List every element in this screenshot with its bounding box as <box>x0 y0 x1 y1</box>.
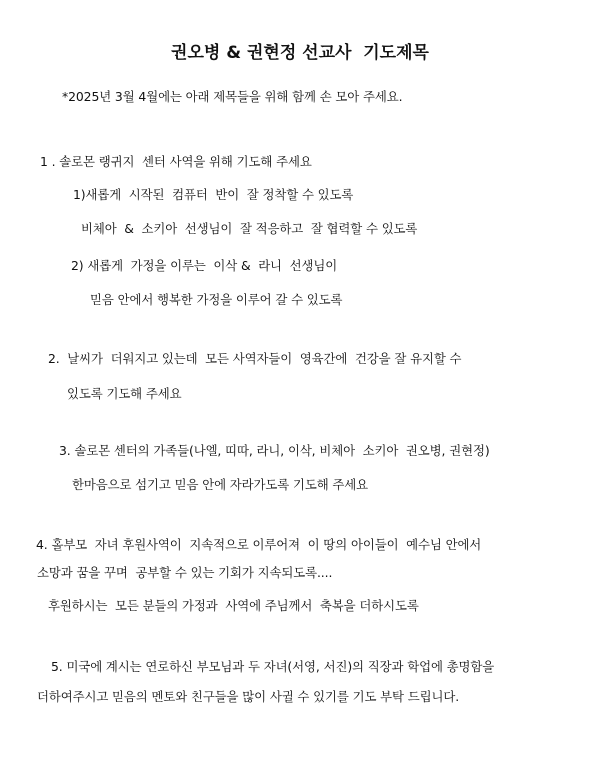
item-5-line-1: 더하여주시고 믿음의 멘토와 친구들을 많이 사귈 수 있기를 기도 부탁 드립니다. <box>37 689 460 704</box>
item-2-line-1: 있도록 기도해 주세요 <box>67 386 182 401</box>
item-1-line-2: 비체아 & 소키아 선생님이 잘 적응하고 잘 협력할 수 있도록 <box>81 221 418 236</box>
item-2-heading: 2. 날씨가 더워지고 있는데 모든 사역자들이 영육간에 건강을 잘 유지할 수 <box>48 351 462 366</box>
item-4-line-2: 후원하시는 모든 분들의 가정과 사역에 주님께서 축복을 더하시도록 <box>48 598 419 613</box>
item-4-line-1: 소망과 꿈을 꾸며 공부할 수 있는 기회가 지속되도록.... <box>37 565 333 580</box>
item-3-heading: 3. 솔로몬 센터의 가족들(나엘, 띠따, 라니, 이삭, 비체아 소키아 권오병, 권현정) <box>59 443 490 458</box>
item-4-heading: 4. 홀부모 자녀 후원사역이 지속적으로 이루어져 이 땅의 아이들이 예수님 안에서 <box>36 537 482 552</box>
item-1-line-1: 1)새롭게 시작된 컴퓨터 반이 잘 정착할 수 있도록 <box>73 187 354 202</box>
item-5-heading: 5. 미국에 계시는 연로하신 부모님과 두 자녀(서영, 서진)의 직장과 학업에 총명함을 <box>51 659 495 674</box>
intro-note: *2025년 3월 4월에는 아래 제목들을 위해 함께 손 모아 주세요. <box>62 89 403 104</box>
item-3-line-1: 한마음으로 섬기고 믿음 안에 자라가도록 기도해 주세요 <box>72 477 369 492</box>
item-1-line-4: 믿음 안에서 행복한 가정을 이루어 갈 수 있도록 <box>90 292 343 307</box>
item-1-line-3: 2) 새롭게 가정을 이루는 이삭 & 라니 선생님이 <box>71 258 338 273</box>
document-title: 권오병 & 권현정 선교사 기도제목 <box>171 43 429 63</box>
item-1-heading: 1 . 솔로몬 랭귀지 센터 사역을 위해 기도해 주세요 <box>40 154 312 169</box>
